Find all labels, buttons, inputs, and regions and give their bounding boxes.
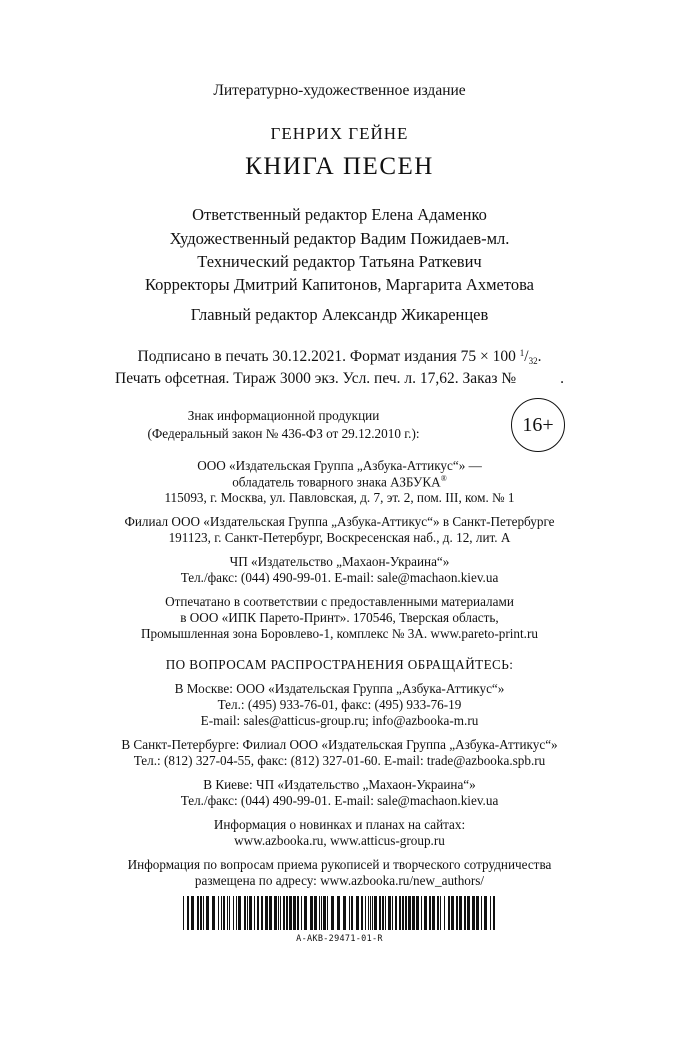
barcode-bar — [203, 896, 204, 930]
barcode-bar — [351, 896, 353, 930]
barcode-bar — [392, 896, 393, 930]
print-info-end-2: . — [560, 370, 564, 387]
credit-line: Технический редактор Татьяна Раткевич — [197, 252, 482, 271]
ukraine-line-2: Тел./факс: (044) 490-99-01. E-mail: sale@machaon.kiev.ua — [180, 570, 499, 585]
barcode-bar — [247, 896, 248, 930]
barcode-bar — [221, 896, 222, 930]
barcode-bar — [444, 896, 445, 930]
barcode-bar — [286, 896, 288, 930]
barcode-bar — [365, 896, 366, 930]
barcode-bar — [416, 896, 419, 930]
credit-line: Корректоры Дмитрий Капитонов, Маргарита Ахметова — [145, 275, 534, 294]
edition-type: Литературно-художественное издание — [213, 82, 466, 99]
barcode-bar — [337, 896, 340, 930]
printer-line-3: Промышленная зона Боровлево-1, комплекс № 3А. www.pareto-print.ru — [141, 626, 538, 641]
barcode-bar — [280, 896, 281, 930]
barcode-bar — [310, 896, 313, 930]
barcode-bar — [218, 896, 219, 930]
barcode-bar — [319, 896, 320, 930]
barcode-bar — [412, 896, 415, 930]
barcode-bar — [244, 896, 246, 930]
barcode-bar — [206, 896, 209, 930]
barcode-bar — [349, 896, 350, 930]
barcode-bar — [472, 896, 475, 930]
barcode-bar — [327, 896, 328, 930]
barcode-bar — [385, 896, 386, 930]
barcode-bar — [261, 896, 263, 930]
barcode-bar — [236, 896, 237, 930]
format-numerator: 1 — [519, 348, 525, 358]
spb-line-1: В Санкт-Петербурге: Филиал ООО «Издательская Группа „Азбука-Аттикус“» — [121, 737, 558, 752]
manuscripts-line-1: Информация по вопросам приема рукописей и творческого сотрудничества — [127, 857, 552, 872]
age-rating-badge: 16+ — [511, 398, 565, 452]
print-info-line-2 — [0, 370, 679, 388]
barcode-bar — [289, 896, 292, 930]
book-title: КНИГА ПЕСЕН — [245, 153, 434, 180]
barcode-bar — [405, 896, 407, 930]
barcode-bar — [481, 896, 482, 930]
barcode-bar — [448, 896, 450, 930]
barcode-bar — [269, 896, 272, 930]
barcode-bar — [432, 896, 435, 930]
barcode-bar — [382, 896, 384, 930]
barcode-bar — [238, 896, 241, 930]
barcode — [183, 896, 495, 930]
barcode-bar — [301, 896, 302, 930]
barcode-bar — [283, 896, 285, 930]
barcode-bar — [212, 896, 215, 930]
publisher-line-2: обладатель товарного знака АЗБУКА® — [232, 474, 447, 490]
barcode-bar — [361, 896, 363, 930]
barcode-bar — [223, 896, 225, 930]
barcode-bar — [467, 896, 470, 930]
barcode-bar — [229, 896, 230, 930]
publisher-line-1: ООО «Издательская Группа „Азбука-Аттикус“» — — [197, 458, 482, 473]
spb-line-2: Тел.: (812) 327-04-55, факс: (812) 327-01-60. E-mail: trade@azbooka.spb.ru — [133, 753, 546, 768]
barcode-bar — [399, 896, 401, 930]
credit-line: Ответственный редактор Елена Адаменко — [192, 205, 487, 224]
barcode-bar — [440, 896, 441, 930]
branch-line-1: Филиал ООО «Издательская Группа „Азбука-Аттикус“» в Санкт-Петербурге — [124, 514, 555, 529]
barcode-bar — [249, 896, 252, 930]
barcode-bar — [370, 896, 371, 930]
barcode-bar — [314, 896, 317, 930]
barcode-bar — [476, 896, 479, 930]
barcode-bar — [233, 896, 234, 930]
barcode-bar — [331, 896, 334, 930]
barcode-bar — [227, 896, 228, 930]
publisher-line-3: 115093, г. Москва, ул. Павловская, д. 7, эт. 2, пом. III, ком. № 1 — [164, 490, 515, 505]
barcode-bar — [265, 896, 268, 930]
kiev-line-2: Тел./факс: (044) 490-99-01. E-mail: sale@machaon.kiev.ua — [180, 793, 499, 808]
barcode-bar — [191, 896, 194, 930]
barcode-bar — [183, 896, 184, 930]
barcode-bar — [293, 896, 296, 930]
moscow-line-2: Тел.: (495) 933-76-01, факс: (495) 933-76-19 — [217, 697, 462, 712]
print-info-end: . — [537, 348, 542, 365]
barcode-bar — [297, 896, 299, 930]
barcode-bar — [388, 896, 391, 930]
barcode-bar — [374, 896, 377, 930]
credit-line: Художественный редактор Вадим Пожидаев-мл. — [169, 229, 510, 248]
barcode-bar — [395, 896, 397, 930]
barcode-bar — [456, 896, 458, 930]
barcode-code: А-АКВ-29471-01-R — [296, 934, 383, 944]
manuscripts-line-2: размещена по адресу: www.azbooka.ru/new_authors/ — [194, 873, 485, 888]
print-info-line-1: Подписано в печать 30.12.2021. Формат издания 75 × 100 $^1/_{32}$. — [137, 348, 542, 366]
print-info-text-2: Печать офсетная. Тираж 3000 экз. Усл. печ. л. 17,62. Заказ № — [115, 370, 517, 387]
age-rating-label-2: (Федеральный закон № 436-ФЗ от 29.12.2010 г.): — [147, 426, 420, 441]
barcode-bar — [490, 896, 491, 930]
barcode-bar — [429, 896, 431, 930]
print-info-text: Подписано в печать 30.12.2021. Формат издания 75 × 100 — [137, 348, 516, 365]
barcode-bar — [424, 896, 427, 930]
registered-mark: ® — [440, 474, 447, 483]
printer-line-1: Отпечатано в соответствии с предоставленными материалами — [165, 594, 514, 609]
barcode-bar — [187, 896, 189, 930]
barcode-bar — [343, 896, 346, 930]
barcode-bar — [304, 896, 307, 930]
barcode-bar — [372, 896, 373, 930]
barcode-bar — [200, 896, 202, 930]
barcode-bar — [459, 896, 462, 930]
printer-line-2: в ООО «ИПК Парето-Принт». 170546, Тверская область, — [180, 610, 499, 625]
kiev-line-1: В Киеве: ЧП «Издательство „Махаон-Украина“» — [203, 777, 476, 792]
moscow-line-3: E-mail: sales@atticus-group.ru; info@azbooka-m.ru — [200, 713, 479, 728]
ukraine-line-1: ЧП «Издательство „Махаон-Украина“» — [229, 554, 450, 569]
distribution-heading: ПО ВОПРОСАМ РАСПРОСТРАНЕНИЯ ОБРАЩАЙТЕСЬ: — [165, 657, 514, 672]
format-denominator: 32 — [528, 356, 538, 366]
barcode-bar — [368, 896, 369, 930]
info-line-1: Информация о новинках и планах на сайтах: — [213, 817, 466, 832]
book-author: ГЕНРИХ ГЕЙНЕ — [270, 124, 409, 143]
barcode-bar — [356, 896, 359, 930]
barcode-bar — [437, 896, 439, 930]
barcode-bar — [254, 896, 255, 930]
barcode-bar — [197, 896, 199, 930]
info-line-2: www.azbooka.ru, www.atticus-group.ru — [234, 833, 445, 848]
barcode-bar — [278, 896, 279, 930]
barcode-bar — [464, 896, 466, 930]
barcode-bar — [421, 896, 422, 930]
moscow-line-1: В Москве: ООО «Издательская Группа „Азбука-Аттикус“» — [174, 681, 505, 696]
barcode-bar — [408, 896, 411, 930]
barcode-bar — [274, 896, 277, 930]
branch-line-2: 191123, г. Санкт-Петербург, Воскресенская наб., д. 12, лит. А — [168, 530, 511, 545]
barcode-bar — [323, 896, 326, 930]
barcode-bar — [451, 896, 454, 930]
barcode-bar — [402, 896, 404, 930]
barcode-bar — [321, 896, 322, 930]
chief-editor: Главный редактор Александр Жикаренцев — [190, 305, 489, 324]
barcode-bar — [484, 896, 487, 930]
barcode-bar — [379, 896, 381, 930]
age-rating-label-1: Знак информационной продукции — [187, 408, 380, 423]
barcode-bar — [257, 896, 259, 930]
barcode-bar — [493, 896, 495, 930]
